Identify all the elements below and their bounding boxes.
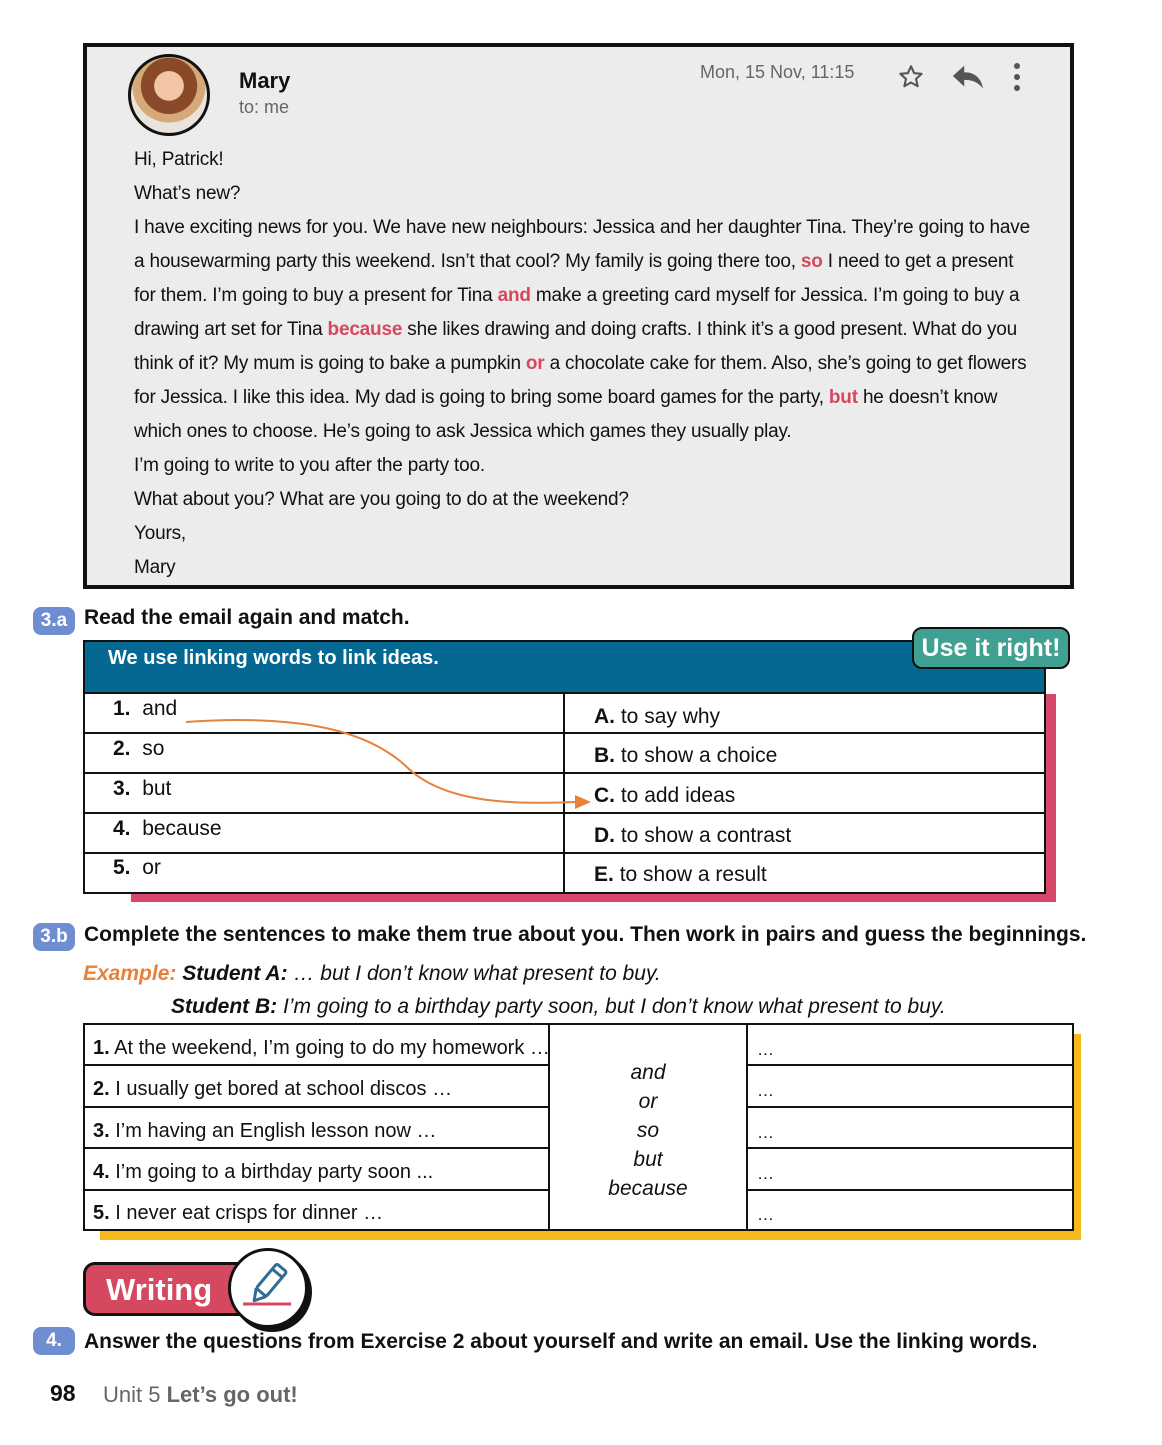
function-item: B. to show a choice [594,744,778,767]
use-it-right-tag: Use it right! [912,627,1070,669]
row-divider [85,1189,549,1191]
page-number: 98 [50,1380,76,1406]
sentence-beginning: 2. I usually get bored at school discos … [93,1078,453,1100]
email-signature: Mary [134,557,176,578]
table-header-text: We use linking words to link ideas. [108,647,439,669]
email-line: I’m going to write to you after the party too. [134,455,485,476]
email-paragraph: I have exciting news for you. We have new neighbours: Jessica and her daughter Tina. They’re going to have a housewarming party this weekend. Isn’t that cool? My family is going there too, so I need to get a present for them. I’m going to buy a present for Tina and make a greeting card myself for Jessica. I’m going to buy a drawing art set for Tina because she likes drawing and doing crafts. I think it’s a good present. What do you think of it? My mum is going to bake a pumpkin or a chocolate cake for them. Also, she’s going to get flowers for Jessica. I like this idea. My dad is going to bring some board games for the party, but he doesn’t know which ones to choose. He’s going to ask Jessica which games they usually play. [134,217,1030,442]
sender-avatar [128,54,210,136]
row-divider [747,1064,1072,1066]
writing-section-tag: Writing [83,1262,273,1316]
answer-blank[interactable]: … [757,1205,774,1224]
linker-option: so [636,1119,660,1142]
linking-word-item: 5. or [113,856,161,879]
email-closing: Yours, [134,523,186,544]
example-line-a: Example: Student A: … but I don’t know what present to buy. [83,962,661,985]
recipient-label: to: me [239,97,290,117]
row-divider [85,1147,549,1149]
function-item: A. to say why [594,705,721,728]
linker-option: or [638,1090,658,1113]
email-body [134,143,1039,585]
row-divider [85,1064,549,1066]
unit-title: Unit 5 Let’s go out! [103,1382,298,1407]
function-item: E. to show a result [594,863,767,886]
linking-word-item: 1. and [113,697,178,720]
reply-icon[interactable] [951,60,985,94]
email-line: What about you? What are you going to do at the weekend? [134,489,629,510]
example-line-b: Student B: I’m going to a birthday party soon, but I don’t know what present to buy. [171,995,946,1018]
pencil-icon [228,1248,308,1328]
more-vertical-icon[interactable] [1000,60,1034,94]
answer-blank[interactable]: … [757,1040,774,1059]
row-divider [747,1106,1072,1108]
function-item: D. to show a contrast [594,824,792,847]
row-divider [747,1147,1072,1149]
exercise-instruction: Complete the sentences to make them true about you. Then work in pairs and guess the beginnings. [84,923,1087,946]
email-line: What’s new? [134,183,241,204]
linking-word-and: and [497,285,531,306]
linker-option: because [608,1177,688,1200]
sentence-beginning: 1. At the weekend, I’m going to do my homework … [93,1037,550,1059]
email-greeting: Hi, Patrick! [134,149,224,170]
star-icon[interactable] [894,60,928,94]
linking-word-so: so [800,251,823,272]
exercise-instruction: Read the email again and match. [84,606,410,629]
linking-words-list [549,1058,747,1203]
exercise-instruction: Answer the questions from Exercise 2 about yourself and write an email. Use the linking words. [84,1330,1038,1353]
sentence-beginning: 4. I’m going to a birthday party soon ... [93,1161,434,1183]
linking-word-because: because [327,319,403,340]
linking-word-item: 2. so [113,737,165,760]
example-block [83,957,946,1023]
sentence-beginning: 3. I’m having an English lesson now … [93,1120,437,1142]
row-divider [747,1189,1072,1191]
exercise-badge: 4. [33,1327,75,1355]
linking-word-item: 3. but [113,777,172,800]
linker-option: and [630,1061,666,1084]
answer-blank[interactable]: … [757,1081,774,1100]
exercise-badge: 3.a [33,607,75,635]
answer-blank[interactable]: … [757,1164,774,1183]
sender-name: Mary [239,68,291,93]
linking-word-item: 4. because [113,817,222,840]
answer-blank[interactable]: … [757,1123,774,1142]
linking-word-or: or [525,353,545,374]
example-match-arrow [180,710,600,820]
linker-option: but [633,1148,663,1171]
sentence-beginning: 5. I never eat crisps for dinner … [93,1202,384,1224]
linking-word-but: but [828,387,858,408]
row-divider [85,1106,549,1108]
function-item: C. to add ideas [594,784,736,807]
exercise-badge: 3.b [33,923,75,951]
email-date: Mon, 15 Nov, 11:15 [700,62,855,82]
